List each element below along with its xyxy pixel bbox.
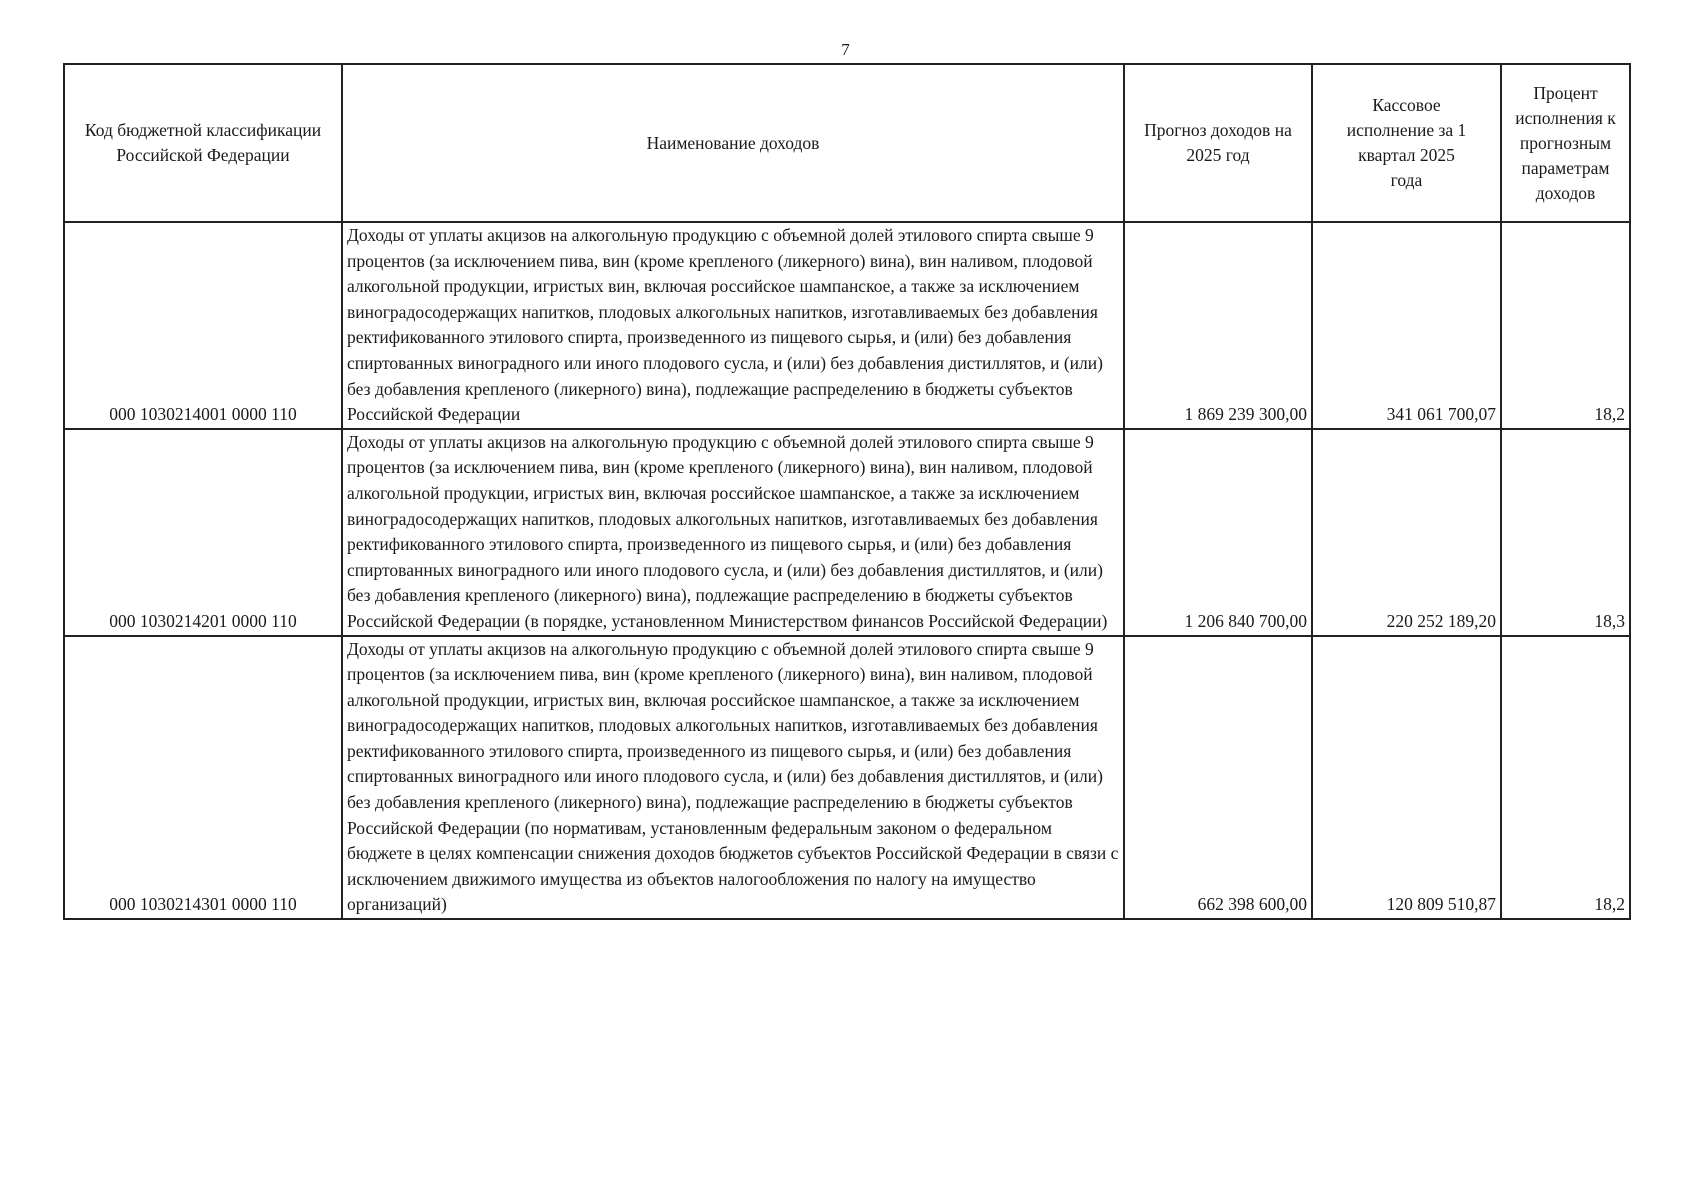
row-forecast: 1 206 840 700,00	[1124, 429, 1312, 636]
income-table	[63, 63, 1631, 920]
row-name: Доходы от уплаты акцизов на алкогольную продукцию с объемной долей этилового спирта свыше 9 процентов (за исключением пива, вин (кроме крепленого (ликерного) вина), вин наливом, плодовой алкогольной продукции, игристых вин, включая российское шампанское, а также за исключением виноградосодержащих напитков, плодовых алкогольных напитков, изготавливаемых без добавления ректификованного этилового спирта, произведенного из пищевого сырья, и (или) без добавления спиртованных виноградного или иного плодового сусла, и (или) без добавления дистиллятов, и (или) без добавления крепленого (ликерного) вина), подлежащие распределению в бюджеты субъектов Российской Федерации (в порядке, установленном Министерством финансов Российской Федерации)	[342, 429, 1124, 636]
row-execution: 341 061 700,07	[1312, 222, 1501, 429]
table-row	[64, 636, 1630, 920]
row-percent: 18,2	[1501, 222, 1630, 429]
page-number: 7	[841, 40, 850, 59]
header-row	[64, 64, 1630, 222]
header-execution: Кассовое исполнение за 1 квартал 2025 года	[1312, 64, 1501, 222]
table-row	[64, 429, 1630, 636]
row-forecast: 662 398 600,00	[1124, 636, 1312, 920]
header-name: Наименование доходов	[342, 64, 1124, 222]
row-percent: 18,2	[1501, 636, 1630, 920]
header-code: Код бюджетной классификации Российской Федерации	[64, 64, 342, 222]
table-header	[64, 64, 1630, 222]
table-body	[64, 222, 1630, 919]
row-execution: 120 809 510,87	[1312, 636, 1501, 920]
header-forecast: Прогноз доходов на 2025 год	[1124, 64, 1312, 222]
row-percent: 18,3	[1501, 429, 1630, 636]
row-code: 000 1030214001 0000 110	[64, 222, 342, 429]
row-execution: 220 252 189,20	[1312, 429, 1501, 636]
row-name: Доходы от уплаты акцизов на алкогольную продукцию с объемной долей этилового спирта свыше 9 процентов (за исключением пива, вин (кроме крепленого (ликерного) вина), вин наливом, плодовой алкогольной продукции, игристых вин, включая российское шампанское, а также за исключением виноградосодержащих напитков, плодовых алкогольных напитков, изготавливаемых без добавления ректификованного этилового спирта, произведенного из пищевого сырья, и (или) без добавления спиртованных виноградного или иного плодового сусла, и (или) без добавления дистиллятов, и (или) без добавления крепленого (ликерного) вина), подлежащие распределению в бюджеты субъектов Российской Федерации	[342, 222, 1124, 429]
row-forecast: 1 869 239 300,00	[1124, 222, 1312, 429]
row-code: 000 1030214201 0000 110	[64, 429, 342, 636]
table-row	[64, 222, 1630, 429]
row-name: Доходы от уплаты акцизов на алкогольную продукцию с объемной долей этилового спирта свыше 9 процентов (за исключением пива, вин (кроме крепленого (ликерного) вина), вин наливом, плодовой алкогольной продукции, игристых вин, включая российское шампанское, а также за исключением виноградосодержащих напитков, плодовых алкогольных напитков, изготавливаемых без добавления ректификованного этилового спирта, произведенного из пищевого сырья, и (или) без добавления спиртованных виноградного или иного плодового сусла, и (или) без добавления дистиллятов, и (или) без добавления крепленого (ликерного) вина), подлежащие распределению в бюджеты субъектов Российской Федерации (по нормативам, установленным федеральным законом о федеральном бюджете в целях компенсации снижения доходов бюджетов субъектов Российской Федерации в связи с исключением движимого имущества из объектов налогообложения по налогу на имущество организаций)	[342, 636, 1124, 920]
header-percent: Процент исполнения к прогнозным параметрам доходов	[1501, 64, 1630, 222]
row-code: 000 1030214301 0000 110	[64, 636, 342, 920]
